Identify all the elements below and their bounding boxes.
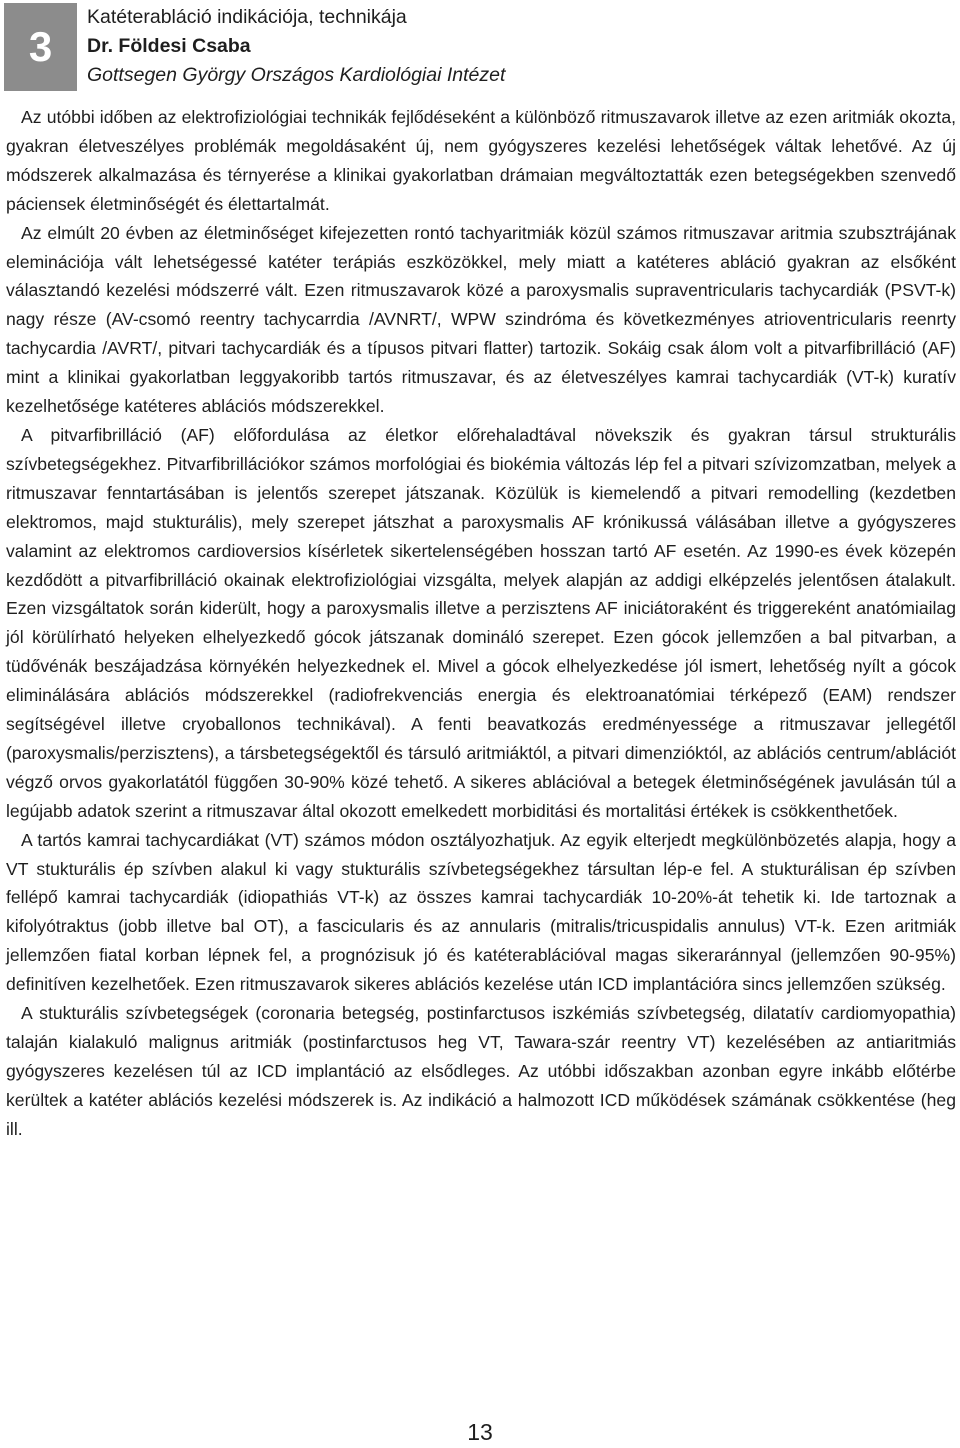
body-paragraph: A stukturális szívbetegségek (coronaria betegség, postinfarctusos iszkémiás szívbetegség, dilatatív cardiomyopathia) talaján kialakuló malignus aritmiák (postinfarctusos heg VT, Tawara-szár reentry VT) kezelésében az antiaritmiás gyógyszeres kezelésen túl az ICD implantáció az elsődleges. Az utóbbi időszakban azonban egyre inkább előtérbe kerültek a katéter ablációs kezelési módszerek is. Az indikáció a halmozott ICD működések számának csökkentése (heg ill. [6, 1003, 956, 1139]
chapter-number: 3 [28, 23, 53, 70]
body-paragraph: A pitvarfibrilláció (AF) előfordulása az életkor előrehaladtával növekszik és gyakran társul strukturális szívbetegségekhez. Pitvarfibrillációkor számos morfológiai és biokémia változás lép fel a pitvari szívizomzatban, melyek a ritmuszavar fenntartásában is jelentős szerepet játszanak. Közülük is kiemelendő a pitvari remodelling (kezdetben elektromos, majd stukturális), mely szerepet játszhat a paroxysmalis AF krónikussá válásában illetve a gyógyszeres valamint az elektromos cardioversios kísérletek sikertelenségében hosszan tartó AF esetén. Az 1990-es évek közepén kezdődött a pitvarfibrilláció okainak elektrofiziológiai vizsgálta, melyek alapján az addigi elképzelés jelentősen átalakult. Ezen vizsgáltatok során kiderült, hogy a paroxysmalis illetve a perzisztens AF iniciátoraként és triggereként anatómiailag jól körülírható helyeken elhelyezkedő gócok játszanak domináló szerepet. Ezen gócok jellemzően a bal pitvarban, a tüdővénák beszájadzása környékén helyezkednek el. Mivel a gócok elhelyezkedése jól ismert, lehetőség nyílt a gócok eliminálására ablációs módszerekkel (radiofrekvenciás energia és elektroanatómiai térképező (EAM) rendszer segítségével illetve cryoballonos technikával). A fenti beavatkozás eredményessége a ritmuszavar jellegétől (paroxysmalis/perzisztens), a társbetegségektől és társuló aritmiáktól, a pitvari dimenzióktól, az ablációs centrum/ablációt végző orvos gyakorlatától függően 30-90% közé tehető. A sikeres ablációval a betegek életminőségének javulásán túl a legújabb adatok szerint a ritmuszavar által okozott emelkedett morbiditási és mortalitási értékek is csökkenthetőek. [6, 424, 956, 821]
article-body [6, 103, 956, 1144]
author-institution: Gottsegen György Országos Kardiológiai Intézet [87, 64, 506, 86]
chapter-number-box [4, 3, 77, 91]
body-paragraph: Az utóbbi időben az elektrofiziológiai technikák fejlődéseként a különböző ritmuszavarok illetve az ezen aritmiák okozta, gyakran életveszélyes problémák megoldásaként új, nem gyógyszeres kezelési lehetőségek váltak lehetővé. Az új módszerek alkalmazása és térnyerése a klinikai gyakorlatban drámaian megváltoztatták ezen betegségekben szenvedő páciensek életminőségét és élettartalmát. [6, 107, 956, 214]
chapter-heading [87, 3, 505, 90]
body-paragraph: A tartós kamrai tachycardiákat (VT) számos módon osztályozhatjuk. Az egyik elterjedt megkülönbözetés alapja, hogy a VT stukturális ép szívben alakul ki vagy stukturális szívbetegségekhez társultan lép-e fel. A stukturálisan ép szívben fellépő kamrai tachycardiák (idiopathiás VT-k) az összes kamrai tachycardiák 10-20%-át tehetik ki. Ide tartoznak a kifolyótraktus (jobb illetve bal OT), a fascicularis és az annularis (mitralis/tricuspidalis annulus) VT-k. Ezen aritmiák jellemzően fiatal korban lépnek fel, a prognózisuk jó és katéterablációval magas sikeraránnyal (jellemzően 90-95%) definitíven kezelhetőek. Ezen ritmuszavarok sikeres ablációs kezelése után ICD implantációra sincs jellemzően szükség. [6, 829, 956, 995]
chapter-title: Katéterabláció indikációja, technikája [87, 6, 407, 28]
body-paragraph: Az elmúlt 20 évben az életminőséget kifejezetten rontó tachyaritmiák közül számos ritmuszavar aritmia szubsztrájának eleminációja vált lehetségessé katéter terápiás eszközökkel, mely miatt a katéteres abláció gyakran az elsőként választandó kezelési módszerré vált. Ezen ritmuszavarok közé a paroxysmalis supraventricularis tachycardiák (PSVT-k) nagy része (AV-csomó reentry tachycarrdia /AVNRT/, WPW szindróma és következményes atrioventricularis reenrty tachycardia /AVRT/, pitvari tachycardiák és a típusos pitvari flatter) tartozik. Sokáig csak álom volt a pitvarfibrilláció (AF) mint a klinikai gyakorlatban leggyakoribb tartós ritmuszavar, és az életveszélyes kamrai tachycardiák (VT-k) kuratív kezelhetősége katéteres ablációs módszerekkel. [6, 222, 956, 417]
chapter-author: Dr. Földesi Csaba [87, 35, 251, 57]
chapter-header [4, 3, 954, 91]
page-number: 13 [467, 1419, 493, 1445]
